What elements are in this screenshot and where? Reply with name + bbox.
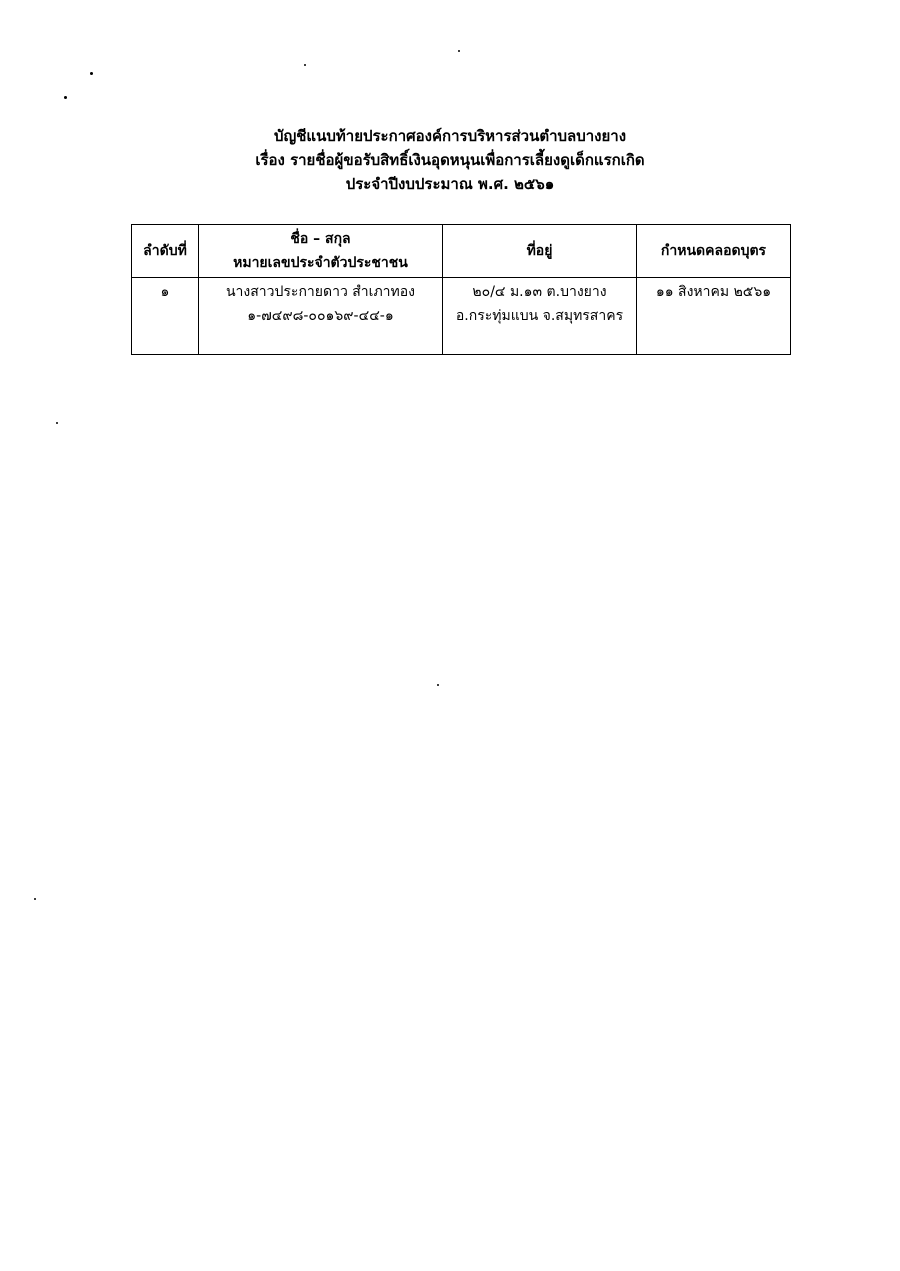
scan-speck xyxy=(64,96,67,99)
header-address: ที่อยู่ xyxy=(443,225,637,278)
scan-speck xyxy=(90,72,93,75)
document-title: บัญชีแนบท้ายประกาศองค์การบริหารส่วนตำบลบางยาง xyxy=(273,127,627,145)
header-name-id xyxy=(199,225,443,278)
recipient-table xyxy=(131,224,791,355)
cell-address-line1: ๒๐/๔ ม.๑๓ ต.บางยาง xyxy=(472,284,607,300)
table-row xyxy=(132,278,791,355)
header-order: ลำดับที่ xyxy=(132,225,199,278)
header-due-date: กำหนดคลอดบุตร xyxy=(637,225,791,278)
scan-speck xyxy=(458,50,460,52)
scan-speck xyxy=(437,684,439,686)
cell-due-date: ๑๑ สิงหาคม ๒๕๖๑ xyxy=(637,278,791,355)
cell-order: ๑ xyxy=(132,278,199,355)
scan-speck xyxy=(304,64,306,66)
table-header-row xyxy=(132,225,791,278)
header-id-number: หมายเลขประจำตัวประชาชน xyxy=(233,255,408,271)
cell-name-id xyxy=(199,278,443,355)
fiscal-year: ประจำปีงบประมาณ พ.ศ. ๒๕๖๑ xyxy=(345,175,555,193)
document-subject: เรื่อง รายชื่อผู้ขอรับสิทธิ์เงินอุดหนุนเพื่อการเลี้ยงดูเด็กแรกเกิด xyxy=(255,151,645,169)
scan-speck xyxy=(56,422,58,424)
header-name: ชื่อ – สกุล xyxy=(290,231,351,247)
cell-name: นางสาวประกายดาว สำเภาทอง xyxy=(225,284,416,300)
scan-speck xyxy=(34,898,36,900)
cell-address xyxy=(443,278,637,355)
cell-id-number: ๑-๗๔๙๘-๐๐๑๖๙-๔๔-๑ xyxy=(247,308,394,324)
cell-address-line2: อ.กระทุ่มแบน จ.สมุทรสาคร xyxy=(455,308,624,324)
